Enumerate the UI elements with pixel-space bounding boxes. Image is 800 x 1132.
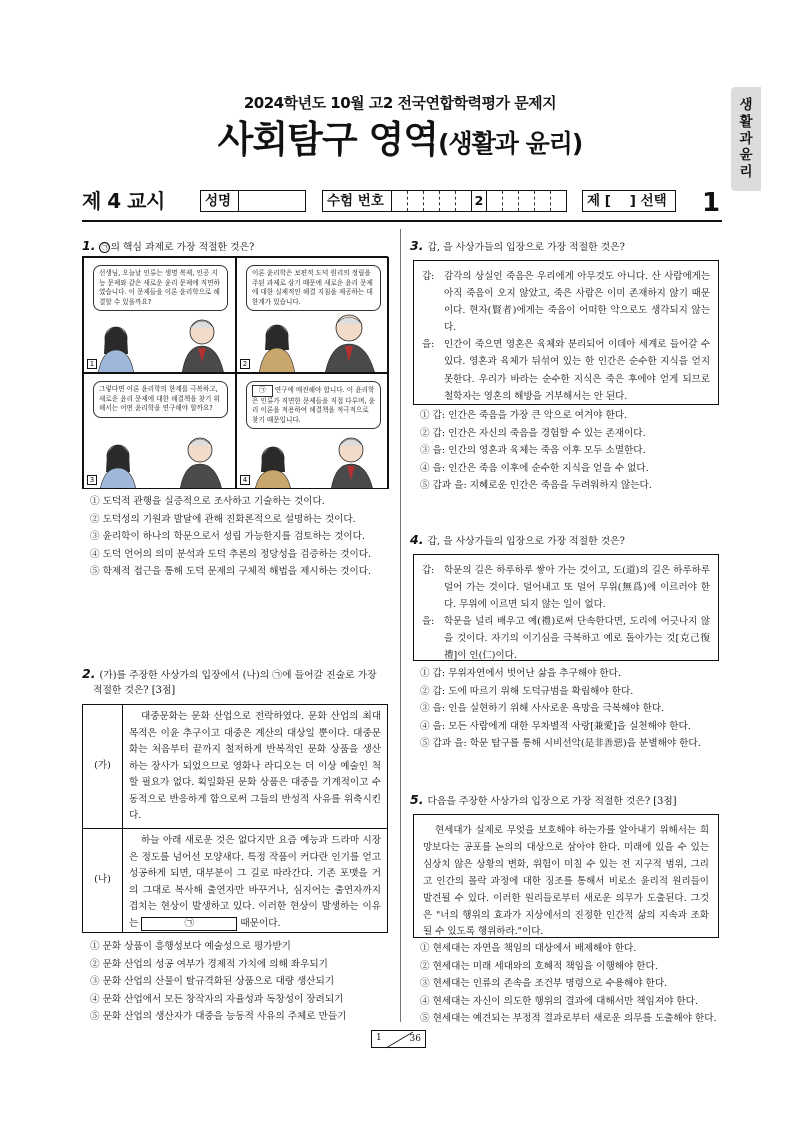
exam-digit-cell[interactable] [518, 191, 534, 211]
q3-stem-text: 갑, 을 사상가들의 입장으로 가장 적절한 것은? [427, 242, 625, 253]
q2-passage-table [82, 704, 388, 933]
name-field[interactable] [200, 190, 306, 212]
answer-option[interactable]: ④ 도덕 언어의 의미 분석과 도덕 추론의 정당성을 검증하는 것이다. [90, 548, 372, 560]
q4-number: 4. [410, 532, 424, 547]
q3-stem [410, 236, 625, 255]
exam-digit-cell[interactable] [407, 191, 423, 211]
speaker-label: 갑: [422, 565, 435, 576]
passage-text: 대중문화는 문화 산업으로 전락하였다. 문화 산업의 최대 목적은 이윤 추구이고 대중은 계산의 대상일 뿐이다. 대중문화는 처음부터 끝까지 철저하게 반복적인 문화 상품을 생산하는 장사가 되었으므로 영화나 라디오는 더 이상 예술인 척할 필요가 없다. 획일화된 문화 상품은 대중을 기계적이고 수동적으로 반응하게 함으로써 그들의 반성적 사유를 위축시킨다. [129, 711, 381, 821]
q2-options [90, 938, 346, 1026]
passage-item [422, 613, 710, 664]
q2-stem-line: (가)를 주장한 사상가의 입장에서 (나)의 ㉠에 들어갈 진술로 가장 [99, 670, 377, 681]
exam-digit-cell[interactable] [550, 191, 566, 211]
speech-text: 연구에 매진해야 합니다. 이 윤리학은 인류가 직면한 문제들을 직접 다루며, 윤리 이론을 적용하여 해결책을 적극적으로 찾기 때문입니다. [252, 386, 375, 424]
subject-side-tab [731, 87, 761, 191]
q4-stem-text: 갑, 을 사상가들의 입장으로 가장 적절한 것은? [427, 536, 625, 547]
q2-stem [82, 664, 392, 699]
answer-option[interactable]: ② 현세대는 미래 세대와의 호혜적 책임을 이행해야 한다. [420, 960, 658, 972]
answer-option[interactable]: ② 갑: 도에 따르기 위해 도덕규범을 확립해야 한다. [420, 685, 634, 697]
passage-na-row [83, 828, 387, 932]
cartoon-panel [236, 257, 389, 373]
panel-number: 2 [240, 359, 250, 369]
choice-field[interactable] [582, 190, 676, 212]
panel-number: 3 [87, 475, 97, 485]
answer-option[interactable]: ② 도덕성의 기원과 발달에 관해 진화론적으로 설명하는 것이다. [90, 513, 356, 525]
answer-option[interactable]: ④ 을: 모든 사람에게 대한 무차별적 사랑[兼愛]을 실천해야 한다. [420, 720, 691, 732]
column-divider [400, 229, 401, 1022]
speaker-label: 을: [422, 616, 435, 628]
exam-subtitle: 2024학년도 10월 고2 전국연합학력평가 문제지 [243, 94, 557, 112]
speaker-label: 갑: [422, 271, 435, 282]
exam-digit-cell[interactable] [534, 191, 550, 211]
answer-option[interactable]: ② 갑: 인간은 자신의 죽음을 경험할 수 있는 존재이다. [420, 427, 646, 439]
answer-option[interactable]: ③ 문화 산업의 산물이 탈규격화된 상품으로 대량 생산되기 [90, 976, 335, 988]
side-tab-char: 과 [739, 130, 753, 147]
title-main: 사회탐구 영역 [217, 118, 439, 161]
q1-options [90, 493, 371, 581]
answer-option[interactable]: ③ 현세대는 인류의 존속을 조건부 명령으로 수용해야 한다. [420, 978, 668, 990]
answer-option[interactable]: ① 문화 상품이 흥행성보다 예술성으로 평가받기 [90, 941, 291, 952]
answer-option[interactable]: ⑤ 학제적 접근을 통해 도덕 문제의 구체적 해법을 제시하는 것이다. [90, 566, 372, 578]
footer-total: 36 [409, 1034, 421, 1045]
side-tab-char: 생 [739, 96, 753, 113]
blank-marker: ㉠ [252, 385, 273, 397]
speaker-text: 인간이 죽으면 영혼은 육체와 분리되어 이데아 세계로 들어갈 수 있다. 영혼과 육체가 뒤섞여 있는 한 인간은 순수한 지식을 얻지 못한다. 우리가 바라는 순수한 지식은 죽은 후에야 얻게 되므로 철학자는 영혼의 해방을 거부해서는 안 된다. [444, 339, 710, 402]
q5-number: 5. [410, 792, 424, 807]
panel-number: 4 [240, 475, 250, 485]
passage-tail: 때문이다. [240, 917, 281, 929]
passage-text [123, 829, 387, 932]
passage-label: (나) [83, 829, 123, 932]
name-label: 성명 [205, 192, 232, 209]
exam-digit-cell[interactable] [486, 191, 502, 211]
answer-option[interactable]: ① 갑: 인간은 죽음을 가장 큰 악으로 여겨야 한다. [420, 410, 628, 421]
header-rule [82, 220, 722, 222]
passage-body: 하늘 아래 새로운 것은 없다지만 요즘 예능과 드라마 시장은 정도를 넘어선 모양새다. 특정 작품이 커다란 인기를 얻고 성공하게 되면, 대부분이 그 길로 따라간다. 기존 포맷을 거의 그대로 복사해 출연자만 바꾸거나, 심지어는 출연자까지 겹치는 현상이 발생하고 있다. 이러한 현상이 발생하는 이유는 [129, 835, 381, 929]
q1-cartoon [82, 256, 388, 489]
speaker-label: 을: [422, 339, 435, 351]
period-label: 제 4 교시 [82, 189, 165, 213]
q2-stem-line: 적절한 것은? [3점] [93, 685, 176, 697]
q1-number: 1. [82, 238, 96, 253]
name-separator [238, 191, 239, 211]
exam-info-row [82, 186, 722, 216]
speaker-text: 학문의 길은 하루하루 쌓아 가는 것이고, 도(道)의 길은 하루하루 덜어 가는 것이다. 덜어내고 또 덜어 무위(無爲)에 이르러야 한다. 무위에 이르면 되지 않는 일이 없다. [444, 565, 710, 611]
panel-number: 1 [87, 359, 97, 369]
speaker-text: 감각의 상실인 죽음은 우리에게 아무것도 아니다. 산 사람에게는 아직 죽음이 오지 않았고, 죽은 사람은 이미 존재하지 않기 때문이다. 현자(賢者)에게는 죽음이 어떠한 악으로도 생각되지 않는다. [444, 271, 710, 334]
exam-digit-cell[interactable] [423, 191, 439, 211]
title-subject: (생활과 윤리) [438, 129, 583, 158]
answer-option[interactable]: ④ 을: 인간은 죽음 이후에 순수한 지식을 얻을 수 없다. [420, 462, 649, 474]
exam-title [0, 118, 800, 162]
answer-option[interactable]: ④ 현세대는 자신이 의도한 행위의 결과에 대해서만 책임져야 한다. [420, 995, 698, 1007]
passage-ga-row [83, 705, 387, 828]
q5-options [420, 940, 717, 1028]
q2-number: 2. [82, 666, 96, 681]
speech-bubble [246, 381, 381, 429]
answer-option[interactable]: ⑤ 현세대는 예견되는 부정적 결과로부터 새로운 의무를 도출해야 한다. [420, 1013, 717, 1025]
q4-options [420, 665, 701, 753]
exam-digit-cell[interactable] [455, 191, 471, 211]
exam-digit-cell[interactable] [439, 191, 455, 211]
q5-stem-text: 다음을 주장한 사상가의 입장으로 가장 적절한 것은? [3점] [427, 796, 677, 807]
choice-label: 제 [ ] 선택 [587, 192, 667, 209]
q3-number: 3. [410, 238, 424, 253]
passage-item [422, 268, 710, 336]
answer-option[interactable]: ③ 윤리학이 하나의 학문으로서 성립 가능한지를 검토하는 것이다. [90, 531, 365, 543]
speaker-text: 학문을 널리 배우고 예(禮)로써 단속한다면, 도리에 어긋나지 않을 것이다. 자기의 이기심을 극복하고 예로 돌아가는 것[克己復禮]이 인(仁)이다. [444, 616, 710, 662]
speech-bubble: 이론 윤리학은 보편적 도덕 원리의 정립을 주된 과제로 삼기 때문에 새로운 윤리 문제에 대한 실제적인 해결 지침을 제공하는 데 한계가 있습니다. [246, 265, 381, 311]
exam-digit-cell[interactable] [502, 191, 518, 211]
answer-option[interactable]: ① 현세대는 자연을 책임의 대상에서 배제해야 한다. [420, 943, 637, 954]
q4-stem [410, 530, 625, 549]
side-tab-char: 리 [739, 164, 753, 181]
q1-stem [82, 236, 254, 255]
answer-option[interactable]: ⑤ 갑과 을: 지혜로운 인간은 죽음을 두려워하지 않는다. [420, 480, 652, 492]
answer-option[interactable]: ③ 을: 인간의 영혼과 육체는 죽음 이후 모두 소멸한다. [420, 445, 646, 457]
answer-option[interactable]: ⑤ 문화 산업의 생산자가 대중을 능동적 사유의 주체로 만들기 [90, 1011, 347, 1023]
page-footer [371, 1030, 426, 1048]
exam-number-field[interactable] [322, 190, 567, 212]
speech-bubble: 선생님, 오늘날 인류는 생명 복제, 인공 지능 문제와 같은 새로운 윤리 문제에 직면하였습니다. 이 문제들을 이론 윤리학으로 해결할 수 있을까요? [93, 265, 228, 311]
answer-option[interactable]: ① 도덕적 관행을 실증적으로 조사하고 기술하는 것이다. [90, 496, 325, 507]
q5-passage-box: 현세대가 실제로 무엇을 보호해야 하는가를 알아내기 위해서는 희망보다는 공포를 논의의 대상으로 삼아야 한다. 미래에 있을 수 있는 심상치 않은 상황의 변화, 위험이 미칠 수 있는 전 지구적 범위, 그리고 인간의 몰락 과정에 대한 징조를 통해서 비로소 윤리적 원리들이 발견될 수 있다. 이러한 원리들로부터 새로운 의무가 도출된다. 그것은 "너의 행위의 효과가 지상에서의 진정한 인간적 삶의 지속과 조화될 수 있도록 행위하라."이다. [413, 814, 719, 938]
blank-box: ㉠ [141, 917, 237, 931]
q4-passage-box [413, 554, 719, 661]
exam-digit-cell[interactable]: 2 [471, 191, 487, 211]
side-tab-char: 윤 [739, 147, 753, 164]
answer-option[interactable]: ④ 문화 산업에서 모든 창작자의 자율성과 독창성이 장려되기 [90, 993, 344, 1005]
speech-bubble: 그렇다면 이론 윤리학의 한계를 극복하고, 새로운 윤리 문제에 대한 해결책을 찾기 위해서는 어떤 윤리학을 연구해야 할까요? [93, 381, 228, 418]
exam-digit-cell[interactable] [391, 191, 407, 211]
answer-option[interactable]: ① 갑: 무위자연에서 벗어난 삶을 추구해야 한다. [420, 668, 621, 679]
q1-stem-text: 의 핵심 과제로 가장 적절한 것은? [110, 242, 255, 253]
footer-page: 1 [376, 1033, 382, 1043]
cartoon-panel [83, 257, 236, 373]
exam-number-label: 수험 번호 [327, 192, 384, 209]
q5-stem [410, 790, 677, 809]
page-number: 1 [702, 188, 721, 218]
cartoon-panel [236, 373, 389, 489]
passage-label: (가) [83, 705, 123, 828]
side-tab-char: 활 [739, 113, 753, 130]
passage-item [422, 336, 710, 404]
exam-number-cells [391, 191, 566, 211]
answer-option[interactable]: ② 문화 산업의 성공 여부가 경제적 가치에 의해 좌우되기 [90, 958, 328, 970]
q3-passage-box [413, 260, 719, 405]
q1-stem-circle: ㉠ [101, 243, 109, 251]
q3-options [420, 407, 652, 495]
answer-option[interactable]: ⑤ 갑과 을: 학문 탐구를 통해 시비선악(是非善惡)을 분별해야 한다. [420, 738, 701, 750]
answer-option[interactable]: ③ 을: 인을 실현하기 위해 사사로운 욕망을 극복해야 한다. [420, 703, 665, 715]
cartoon-panel [83, 373, 236, 489]
passage-item [422, 562, 710, 613]
